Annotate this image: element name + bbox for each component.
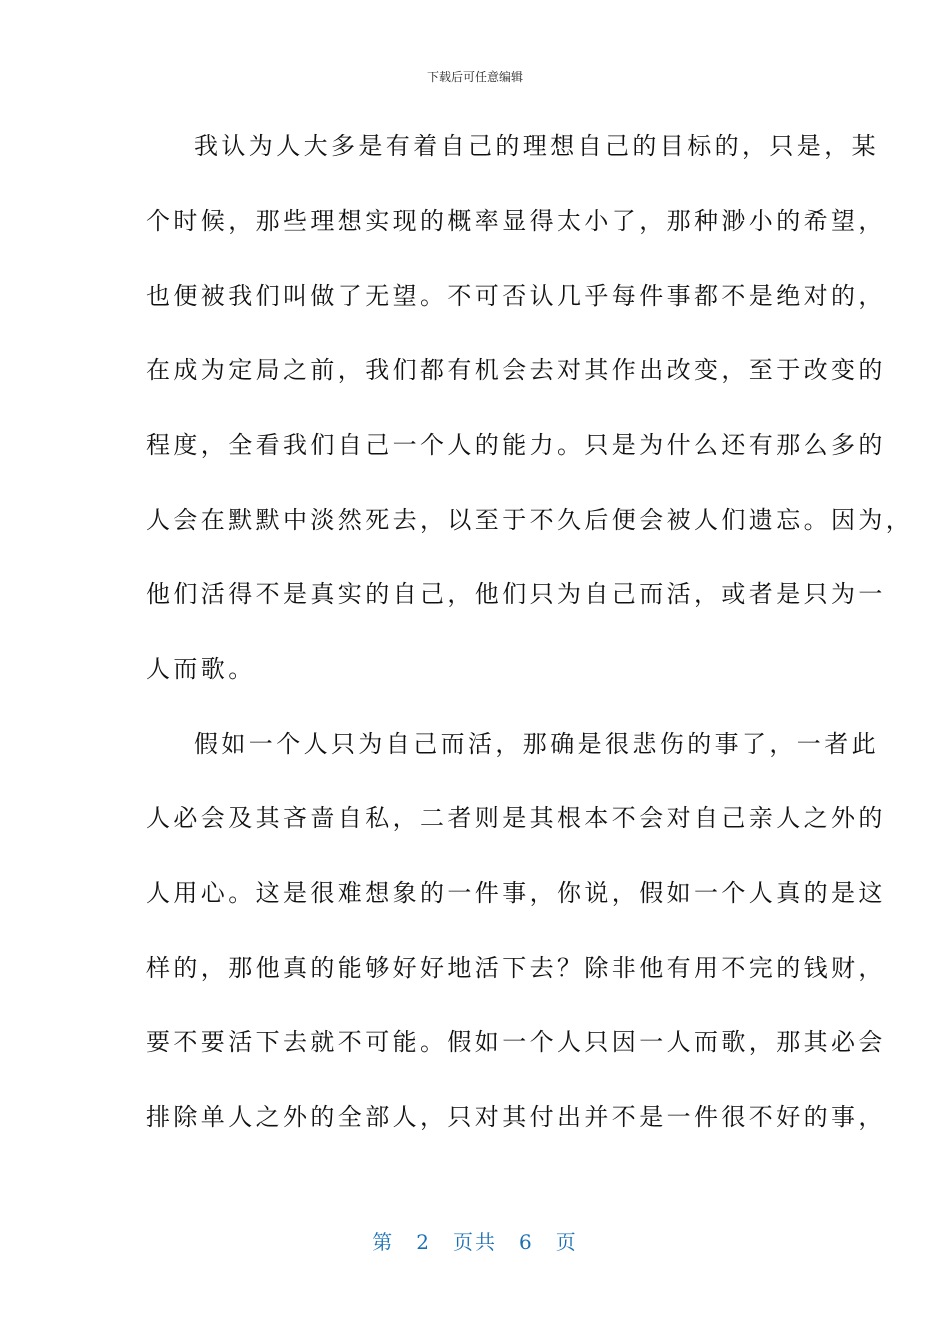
- page-footer: [0, 1226, 950, 1255]
- paragraph-2-line-3: 人用心。这是很难想象的一件事，你说，假如一个人真的是这: [146, 879, 886, 907]
- paragraph-2-line-2: 人必会及其吝啬自私，二者则是其根本不会对自己亲人之外的: [146, 804, 886, 832]
- page-total: 6: [519, 1230, 534, 1254]
- paragraph-1-line-4: 在成为定局之前，我们都有机会去对其作出改变，至于改变的: [146, 356, 886, 384]
- page-mid: 页共: [453, 1230, 497, 1254]
- paragraph-2-line-5: 要不要活下去就不可能。假如一个人只因一人而歌，那其必会: [146, 1028, 886, 1056]
- page-prefix: 第: [372, 1230, 395, 1254]
- paragraph-1-line-7: 他们活得不是真实的自己，他们只为自己而活，或者是只为一: [146, 580, 886, 608]
- paragraph-1-line-1: 我认为人大多是有着自己的理想自己的目标的，只是，某: [194, 132, 879, 160]
- paragraph-1-line-8: 人而歌。: [146, 655, 256, 683]
- page-suffix: 页: [555, 1230, 578, 1254]
- paragraph-1-line-5: 程度，全看我们自己一个人的能力。只是为什么还有那么多的: [146, 431, 886, 459]
- paragraph-1-line-3: 也便被我们叫做了无望。不可否认几乎每件事都不是绝对的，: [146, 282, 886, 310]
- paragraph-2-line-6: 排除单人之外的全部人，只对其付出并不是一件很不好的事，: [146, 1103, 886, 1131]
- paragraph-1-line-2: 个时候，那些理想实现的概率显得太小了，那种渺小的希望，: [146, 207, 886, 235]
- header-note: 下载后可任意编辑: [426, 70, 523, 84]
- paragraph-1-line-6: 人会在默默中淡然死去，以至于不久后便会被人们遗忘。因为，: [146, 506, 914, 534]
- page-current: 2: [416, 1230, 431, 1254]
- paragraph-2-line-4: 样的，那他真的能够好好地活下去？除非他有用不完的钱财，: [146, 954, 886, 982]
- paragraph-2-line-1: 假如一个人只为自己而活，那确是很悲伤的事了，一者此: [194, 730, 879, 758]
